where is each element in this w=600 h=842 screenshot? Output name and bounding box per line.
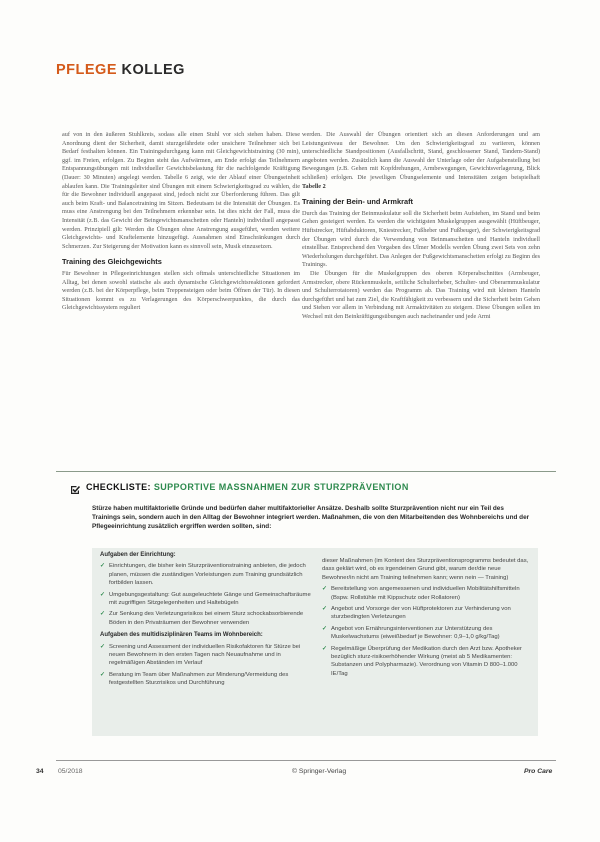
right-paragraph-3: Die Übungen für die Muskelgruppen des oberen Körperabschnittes (Armbeuger, Armstrecker, obere Rückenmuskeln, seitliche Schulterheber, Schulter- und Oberarmmuskulatur und Schulterrotatoren) werden das Programm ab. Das Training wird mit kleinen Hanteln durchgeführt und hat zum Ziel, die Kraftfähigkeit zu verbessern und die Sicherheit beim Gehen und Stehen vor allem in Verbindung mit Armaktivitäten zu steigern. Diese Übungen sollen im Wechsel mit den Beinkräftigungsübungen auch nacheinander und jede Armi (302, 269, 540, 320)
check-mark-icon: ✓ (322, 586, 327, 593)
right-paragraph-2: Durch das Training der Beinmuskulatur soll die Sicherheit beim Aufstehen, im Stand und beim Gehen gesteigert werden. Es werden die wichtigsten Muskelgruppen ausgewählt (Hüftbeuger, Hüftstrecker, Hüftabduktoren, Kniestrecker, Fußheber und Fußbeuger), der Schwierigkeitsgrad der Übungen wird durch die Verwendung von Beinmanschetten und Hanteln individuell einstellbar. Entsprechend den Vorgaben des Ulmer Modells werden Übung zwei Sets von zehn Wiederholungen durchgeführt. Das Anlegen der Fußgewichtsmanschetten erfolgt zu Beginn des Trainings. (302, 209, 540, 269)
checklist-item-text: Angebot und Vorsorge der von Hüftprotektoren zur Verhinderung von sturzbedingten Verletzungen (331, 605, 511, 621)
section-header (56, 62, 185, 78)
checklist-item-text: Angebot von Ernährungsinterventionen zur Unterstützung des Muskelwachstums (eiweißbedarf je Bewohner: 0,9–1,0 g/kg/Tag) (331, 625, 500, 641)
publisher: © Springer-Verlag (292, 768, 347, 775)
checklist-item (100, 591, 312, 608)
check-mark-icon: ✓ (322, 605, 327, 612)
checklist-item-text: Umgebungsgestaltung: Gut ausgeleuchtete Gänge und Gemeinschaftsräume mit zugriffigen Sitzgelegenheiten und Haltebügeln (109, 591, 311, 607)
check-mark-icon: ✓ (100, 591, 105, 598)
journal-name: Pro Care (524, 768, 553, 775)
checklist-left-column (100, 551, 312, 691)
header-pflege: PFLEGE (56, 62, 118, 78)
check-mark-icon: ✓ (100, 563, 105, 570)
checklist-item-text: Regelmäßige Überprüfung der Medikation durch den Arzt bzw. Apotheker bezüglich sturz-risikoerhöhender Wirkung (meist ab 5 Medikamenten: Substanzen und Polypharmazie). Verordnung von Vitamin D 800–1.000 IE/Tag (331, 645, 522, 677)
group-team-title: Aufgaben des multidisziplinären Teams im Wohnbereich: (100, 632, 263, 639)
checklist-right-column (322, 551, 534, 681)
checklist-title-topic: SUPPORTIVE MASSNAHMEN ZUR STURZPRÄVENTION (153, 482, 409, 492)
checklist-item-text: Screening und Assessment der individuellen Risikofaktoren für Stürze bei neuen Bewohnern in den ersten Tagen nach Neuaufnahme und in regelmäßigen Abständen im Verlauf (109, 643, 301, 667)
checklist-item-text: Bereitstellung von angemessenen und individuellen Mobilitätshilfsmitteln (Bspw. Rollstühle mit Kippschutz oder Rollatoren) (331, 586, 520, 601)
checklist-continuation: dieser Maßnahmen (im Kontext des Sturzpräventionsprogramms bedeutet das, dass geklärt wird, ob es irgendeinen Grund gibt, warum der/die neue Bewohner/in nicht am Training teilnehmen kann; wenn nein — Training) (322, 557, 529, 581)
left-paragraph: auf von in den äußeren Stuhlkreis, sodass alle einen Stuhl vor sich stehen haben. Diese Anordnung dient der Sicherheit, damit sturzgefährdete oder unsichere Teilnehmer sich bei Bedarf festhalten können. Ein Trainingsdurchgang kann mit Gleichgewichtstraining (30 min), ggf. im Freien, erfolgen. Zu Beginn steht das Aufwärmen, am Ende erfolgt das Teilnehmern Entspannungsübungen mit individueller Gewichtsbelastung für die nachfolgende Kräftigung (Dauer: 30 Minuten) angelegt werden. Tabelle 6 zeigt, wie der Ablauf einer Übungseinheit ablaufen kann. Die Trainingsleiter sind Übungen mit einem Schwierigkeitsgrad zu wählen, die für die Bewohner individuell angepasst sind, jedoch nicht zur Überforderung führen. Das gilt auch beim Kraft- und Balancetraining im Sitzen. Bedeutsam ist die Intensität der Übungen. Es muss eine Anstrengung bei den Teilnehmern erkennbar sein. Ist dies nicht der Fall, muss die Intensität (z.B. das Gewicht der Beingewichtsmanschetten oder Hanteln) individuell angepasst werden. Prinzipiell gilt: Werden die Übungen ohne Anstrengung ausgeführt, werden weitere Gleichgewichts- und Kraftelemente hinzugefügt. Ausnahmen sind Einschränkungen durch Schmerzen. Zur Steigerung der Motivation kann es sinnvoll sein, Musik einzusetzen. (62, 131, 300, 250)
heading-gleichgewicht: Training des Gleichgewichts (62, 257, 162, 267)
check-mark-icon: ✓ (100, 671, 105, 678)
checklist-item-text: Einrichtungen, die bisher kein Sturzpräventionstraining anbieten, die jedoch planen, müssen die zuständigen Vorleistungen zum Training grundsätzlich fortbilden lassen. (109, 563, 306, 587)
left-column (62, 131, 300, 313)
checklist-item (100, 643, 312, 668)
check-mark-icon: ✓ (322, 645, 327, 652)
right-column (302, 131, 540, 321)
checklist-item-text: Beratung im Team über Maßnahmen zur Minderung/Vermeidung des festgestellten Sturzrisikos und Durchführung (109, 671, 289, 687)
checklist-item (322, 605, 534, 622)
footer-rule (56, 760, 556, 761)
checklist-intro: Stürze haben multifaktorielle Gründe und bedürfen daher multifaktorieller Ansätze. Deshalb sollte Sturzprävention nicht nur ein Teil des Trainings sein, sondern auch in den Alltag der Bewohner integriert werden. Maßnahmen, die von den Mitarbeitenden des Wohnbereichs und der Pflegeeinrichtung zusätzlich ergriffen werden sollten, sind: (92, 505, 530, 531)
issue-number: 05/2018 (58, 768, 83, 775)
checklist-item (100, 610, 312, 627)
checklist-item (322, 585, 534, 602)
checklist-title-label: CHECKLISTE: (86, 482, 151, 492)
check-mark-icon: ✓ (322, 625, 327, 632)
checklist-item (100, 562, 312, 587)
left-paragraph-2: Für Bewohner in Pflegeeinrichtungen stellen sich oftmals unterschiedliche Situationen im Alltag, bei denen sowohl statische als auch dynamische Gleichgewichtsreaktionen gefordert werden (z.B. bei der Körperpflege, beim Treppensteigen oder beim Öffnen der Tür). In diesen Situationen kommt es zu Verlagerungen des Körperschwerpunktes, die durch das Gleichgewichtssystem reguliert (62, 269, 300, 312)
header-kolleg: KOLLEG (121, 62, 185, 78)
check-icon (70, 485, 80, 495)
group-einrichtung-title: Aufgaben der Einrichtung: (100, 552, 176, 558)
checklist-title (86, 482, 409, 492)
right-paragraph-1 (302, 131, 540, 191)
right-paragraph-1-text: werden. Die Auswahl der Übungen orientiert sich an diesen Anforderungen und am Leistungsniveau der Bewohner. Um den Schwierigkeitsgrad zu variieren, können unterschiedliche Standpositionen (Ausfallschritt, Stand, geschlossener Stand, Tandem-Stand) angeboten werden. Zusätzlich kann die Auswahl der Unterlage oder der Aufgabenstellung bei Bewegungen (z.B. Gehen mit Kopfdrehungen, Armbewegungen, Gewichtsverlagerung, Blick schließen) erfolgen. Die jeweiligen Übungselemente und Intensitäten zeigen beispielhaft (302, 131, 540, 181)
checklist-item (100, 671, 312, 688)
table-reference: Tabelle 2 (302, 182, 326, 190)
heading-beinkraft: Training der Bein- und Armkraft (302, 197, 414, 207)
divider-top (56, 471, 556, 472)
check-mark-icon: ✓ (100, 611, 105, 618)
check-mark-icon: ✓ (100, 643, 105, 650)
checklist-item (322, 645, 534, 679)
checklist-item (322, 625, 534, 642)
checklist-item-text: Zur Senkung des Verletzungsrisikos bei einem Sturz schockabsorbierende Böden in den Privaträumen der Bewohner verwenden (109, 611, 304, 626)
page-number: 34 (36, 768, 44, 775)
